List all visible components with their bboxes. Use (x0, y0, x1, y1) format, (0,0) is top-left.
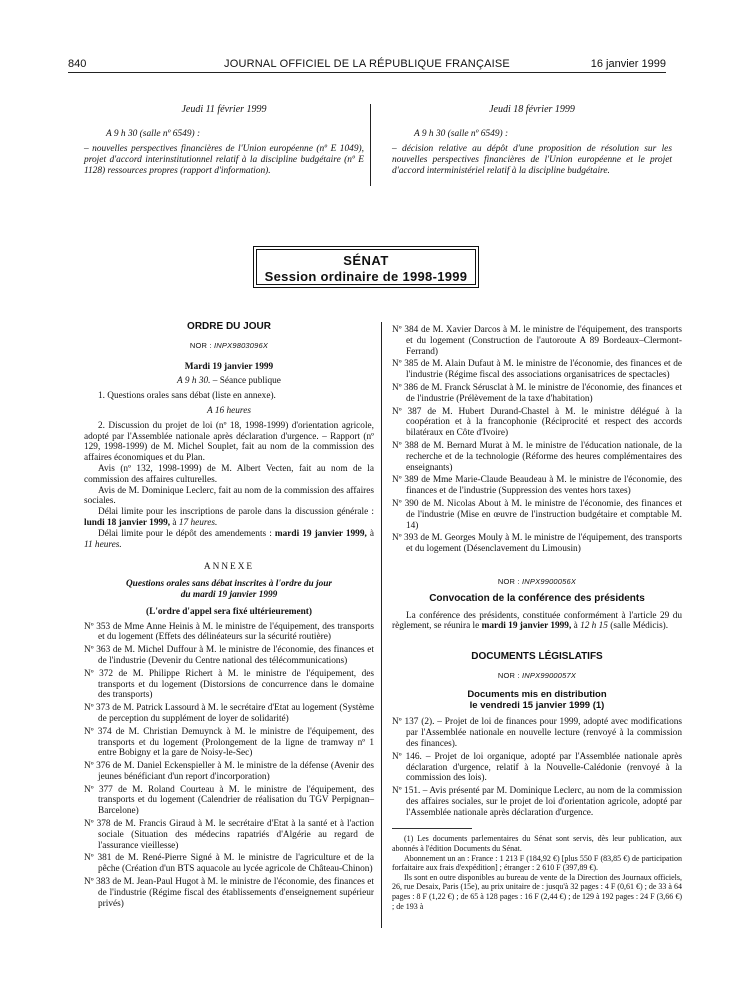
seance-label: – Séance publique (210, 376, 281, 387)
top-right-time: A 9 h 30 (salle nº 6549) : (414, 129, 509, 139)
annexe-subtitle-2: du mardi 19 janvier 1999 (180, 589, 278, 600)
question-item: Nº 374 de M. Christian Demuynck à M. le ministre de l'équipement, des transports et du logement (Prolongement de la ligne de tramway nº 1 entre Bobigny et la gare de Noisy-le-Sec) (84, 726, 374, 759)
page-number: 840 (68, 58, 87, 70)
top-left-date: Jeudi 11 février 1999 (181, 104, 267, 115)
nor-code: INPX9900056X (522, 576, 577, 586)
convocation-nor (392, 577, 682, 588)
question-item: Nº 390 de M. Nicolas About à M. le ministre de l'économie, des finances et de l'industrie (Mise en œuvre de l'instruction budgétaire et comptable M. 14) (392, 498, 682, 531)
question-item: Nº 384 de M. Xavier Darcos à M. le ministre de l'équipement, des transports et du logement (Construction de l'autoroute A 89 Bordeaux–Clermont-Ferrand) (392, 325, 682, 357)
delai-1-date: lundi 18 janvier 1999, (84, 517, 171, 528)
senat-title-box (256, 249, 476, 285)
delai-1-time: 17 heures. (178, 517, 218, 528)
right-main-column (392, 325, 682, 911)
avis-1: Avis (nº 132, 1998-1999) de M. Albert Vecten, fait au nom de la commission des affaires culturelles. (84, 463, 374, 485)
convocation-title: Convocation de la conférence des présidents (429, 592, 645, 604)
convocation-text-before: La conférence des présidents, constituée conformément à l'article 29 du règlement, se réunira le (392, 610, 682, 632)
delai-amendements (84, 529, 374, 551)
delai-2-text: Délai limite pour le dépôt des amendements : (98, 528, 275, 539)
documents-title: DOCUMENTS LÉGISLATIFS (471, 651, 603, 663)
question-item: Nº 373 de M. Patrick Lassourd à M. le secrétaire d'Etat au logement (Système de perception du supplément de loyer de solidarité) (84, 703, 374, 724)
question-item: Nº 387 de M. Hubert Durand-Chastel à M. le ministre délégué à la coopération et à la francophonie (Réciprocité et respect des accords bilatéraux en Côte d'Ivoire) (392, 406, 682, 439)
documents-nor (392, 671, 682, 682)
convocation-date: mardi 19 janvier 1999, (481, 621, 572, 632)
top-left-description: – nouvelles perspectives financières de l'Union européenne (nº E 1049), projet d'accord interinstitutionnel relatif à la discipline budgétaire (nº E 1128) ressources propres (rapport d'information). (84, 144, 364, 176)
issue-date: 16 janvier 1999 (590, 58, 666, 70)
header-rule (68, 72, 666, 73)
delai-2-time: 11 heures. (84, 539, 122, 550)
senat-title: SÉNAT (343, 253, 389, 268)
questions-list-left (84, 622, 374, 910)
agenda-item-1: 1. Questions orales sans débat (liste en annexe). (98, 391, 276, 402)
question-item: Nº 381 de M. René-Pierre Signé à M. le ministre de l'agriculture et de la pêche (Création d'un BTS aquacole au lycée agricole de Château-Chinon) (84, 853, 374, 875)
top-right-section (392, 104, 672, 177)
annexe-appel: (L'ordre d'appel sera fixé ultérieurement) (146, 606, 312, 617)
annexe-title: ANNEXE (203, 562, 255, 573)
documents-subtitle-2: le vendredi 15 janvier 1999 (1) (469, 699, 605, 711)
question-item: Nº 353 de Mme Anne Heinis à M. le ministre de l'équipement, des transports et du logement (Effets des délinéateurs sur la sécurité routière) (84, 621, 374, 643)
question-item: Nº 385 de M. Alain Dufaut à M. le ministre de l'économie, des finances et de l'industrie (Régime fiscal des associations organisatrices de spectacles) (392, 359, 682, 381)
delai-2-mid: à (366, 528, 374, 539)
question-item: Nº 378 de M. Francis Giraud à M. le secrétaire d'Etat à la santé et à l'action sociale (Situation des médecins rapatriés d'Algérie au regard de l'assurance vieillesse) (84, 819, 374, 851)
question-item: Nº 376 de M. Daniel Eckenspieller à M. le ministre de la défense (Avenir des jeunes bénéficiant d'un report d'incorporation) (84, 761, 374, 782)
seance-line (84, 376, 374, 387)
top-left-section (84, 104, 364, 177)
session-title: Session ordinaire de 1998-1999 (264, 269, 468, 284)
question-item: Nº 372 de M. Philippe Richert à M. le ministre de l'équipement, des transports et du logement (Distorsions de concurrence dans le domaine des transports) (84, 668, 374, 701)
document-item: Nº 151. – Avis présenté par M. Dominique Leclerc, au nom de la commission des affaires sociales, sur le projet de loi d'orientation agricole, adopté par l'Assemblée nationale après déclaration d'urgence. (392, 786, 682, 818)
delai-2-date: mardi 19 janvier 1999, (274, 528, 367, 539)
agenda-time-2: A 16 heures (207, 405, 251, 416)
agenda-item-2: 2. Discussion du projet de loi (nº 18, 1998-1999) d'orientation agricole, adopté par l'Assemblée nationale après déclaration d'urgence. – Rapport (nº 129, 1998-1999) de M. Michel Souplet, fait au nom de la commission des affaires économiques et du Plan. (84, 420, 374, 464)
delai-1-mid: à (170, 517, 179, 528)
avis-2: Avis de M. Dominique Leclerc, fait au nom de la commission des affaires sociales. (84, 485, 374, 507)
delai-1-text: Délai limite pour les inscriptions de parole dans la discussion générale : (98, 507, 374, 518)
nor-label: NOR : (497, 576, 520, 586)
ordre-du-jour-nor (84, 341, 374, 352)
seance-time: A 9 h 30. (177, 376, 211, 387)
document-item: Nº 146. – Projet de loi organique, adopté par l'Assemblée nationale après déclaration d'urgence, relatif à la Nouvelle-Calédonie (renvoyé à la commission des lois). (392, 751, 682, 784)
convocation-text (392, 611, 682, 633)
question-item: Nº 388 de M. Bernard Murat à M. le ministre de l'éducation nationale, de la recherche et de la technologie (Réforme des heures complémentaires des enseignants) (392, 440, 682, 473)
top-column-divider (370, 104, 371, 186)
top-left-time: A 9 h 30 (salle nº 6549) : (106, 129, 201, 139)
footnote-3: Ils sont en outre disponibles au bureau de vente de la Direction des Journaux officiels, 26, rue Desaix, Paris (15e), au prix unitaire de : jusqu'à 32 pages : 4 F (0,61 €) ; de 33 à 64 pages : 8 F (1,22 €) ; de 65 à 128 pages : 16 F (2,44 €) ; de 129 à 192 pages : 24 F (3,66 €) ; de 193 à (392, 872, 682, 911)
question-item: Nº 377 de M. Roland Courteau à M. le ministre de l'équipement, des transports et du logement (Calendrier de réalisation du TGV Perpignan–Barcelone) (84, 784, 374, 817)
document-item: Nº 137 (2). – Projet de loi de finances pour 1999, adopté avec modifications par l'Assemblée nationale en nouvelle lecture (renvoyé à la commission des finances). (392, 717, 682, 749)
top-right-date: Jeudi 18 février 1999 (489, 104, 575, 115)
convocation-mid: à (571, 621, 581, 632)
question-item: Nº 386 de M. Franck Sérusclat à M. le ministre de l'économie, des finances et de l'industrie (Prélèvement de la taxe d'habitation) (392, 382, 682, 404)
nor-code: INPX9803096X (214, 340, 269, 350)
question-item: Nº 363 de M. Michel Duffour à M. le ministre de l'économie, des finances et de l'industrie (Devenir du Centre national des télécommunications) (84, 645, 374, 666)
documents-subtitle-1: Documents mis en distribution (467, 688, 607, 700)
nor-label: NOR : (189, 340, 212, 350)
nor-code: INPX9900057X (522, 670, 577, 680)
left-main-column (84, 322, 374, 911)
ordre-du-jour-title: ORDRE DU JOUR (187, 321, 271, 332)
seance-day: Mardi 19 janvier 1999 (184, 361, 274, 372)
delai-inscriptions (84, 507, 374, 529)
main-column-divider (381, 322, 382, 928)
footnote-1: (1) Les documents parlementaires du Sénat sont servis, dès leur publication, aux abonnés à l'édition Documents du Sénat. (392, 834, 682, 854)
nor-label: NOR : (497, 670, 520, 680)
documents-list (392, 717, 682, 818)
footnote-2: Abonnement un an : France : 1 213 F (184,92 €) [plus 550 F (83,85 €) de participation forfaitaire aux frais d'expédition] ; étranger : 2 610 F (397,89 €). (392, 853, 682, 873)
question-item: Nº 393 de M. Georges Mouly à M. le ministre de l'équipement, des transports et du logement (Désenclavement du Limousin) (392, 533, 682, 555)
footnote-rule (392, 828, 472, 829)
questions-list-right (392, 325, 682, 555)
convocation-time: 12 h 15 (580, 621, 608, 632)
annexe-subtitle-1: Questions orales sans débat inscrites à l'ordre du jour (125, 579, 333, 590)
top-right-description: – décision relative au dépôt d'une proposition de résolution sur les nouvelles perspectives financières de l'Union européenne et le projet d'accord interministériel relatif à la discipline budgétaire. (392, 144, 672, 176)
convocation-text-after: (salle Médicis). (607, 621, 669, 632)
question-item: Nº 383 de M. Jean-Paul Hugot à M. le ministre de l'économie, des finances et de l'industrie (Régime fiscal des établissements d'enseignement supérieur privés) (84, 877, 374, 909)
journal-title: JOURNAL OFFICIEL DE LA RÉPUBLIQUE FRANÇAISE (224, 58, 510, 70)
question-item: Nº 389 de Mme Marie-Claude Beaudeau à M. le ministre de l'économie, des finances et de l'industrie (Suppression des ventes hors taxes) (392, 475, 682, 497)
